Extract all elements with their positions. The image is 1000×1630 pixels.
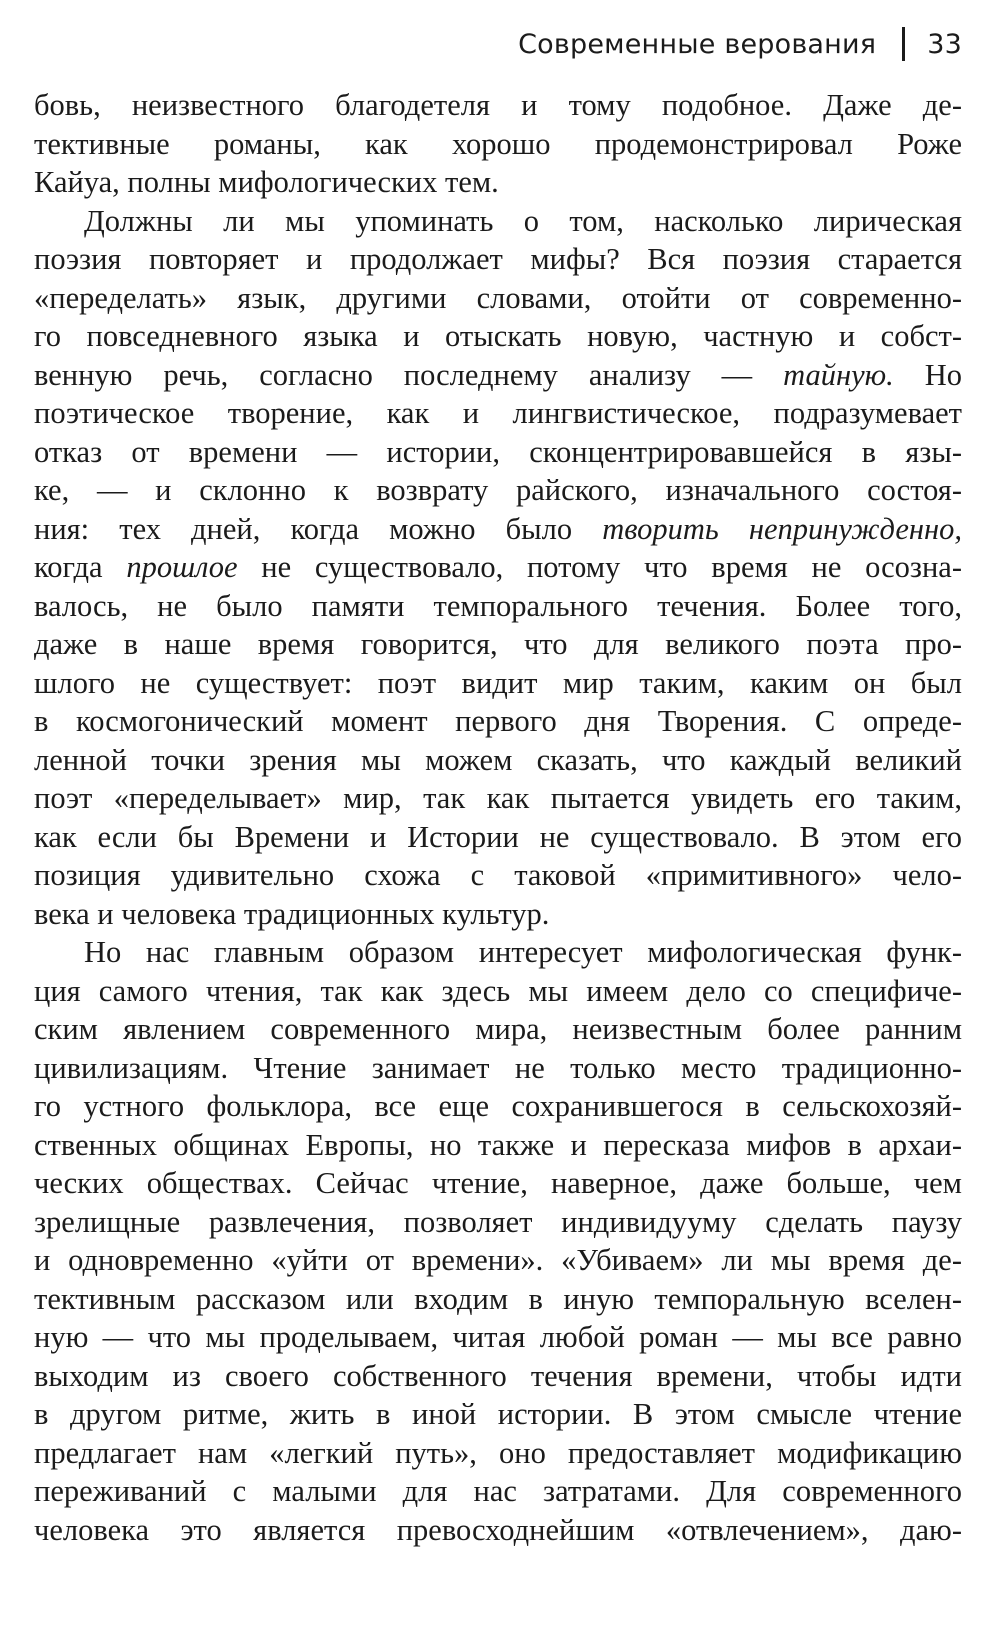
body-text bbox=[34, 86, 962, 1549]
text-line: венную речь, согласно последнему анализу — тайную. Но bbox=[34, 357, 962, 392]
text-line: как если бы Времени и Истории не существовало. В этом его bbox=[34, 819, 962, 854]
text-line: Должны ли мы упоминать о том, насколько лирическая bbox=[84, 203, 962, 238]
text-line: «переделать» язык, другими словами, отойти от современно- bbox=[34, 280, 962, 315]
text-line: валось, не было памяти темпорального течения. Более того, bbox=[34, 588, 962, 623]
text-line: ленной точки зрения мы можем сказать, что каждый великий bbox=[34, 742, 962, 777]
text-line: поэтическое творение, как и лингвистическое, подразумевает bbox=[34, 396, 962, 430]
emphasis-text: прошлое bbox=[126, 550, 238, 584]
paragraph-1 bbox=[34, 86, 962, 202]
text-line: Кайуа, полны мифологических тем. bbox=[34, 165, 499, 199]
text-line: ния: тех дней, когда можно было творить непринужденно, bbox=[34, 511, 962, 546]
text-line: го устного фольклора, все еще сохранившегося в сельскохозяй- bbox=[34, 1089, 962, 1123]
text-line: шлого не существует: поэт видит мир таким, каким он был bbox=[34, 665, 962, 700]
text-line: ческих обществах. Сейчас чтение, наверное, даже больше, чем bbox=[34, 1166, 962, 1200]
text-line: в другом ритме, жить в иной истории. В этом смысле чтение bbox=[34, 1397, 962, 1431]
text-line: зрелищные развлечения, позволяет индивидууму сделать паузу bbox=[34, 1204, 962, 1239]
text-line: когда прошлое не существовало, потому что время не осозна- bbox=[34, 550, 962, 584]
text-line: выходим из своего собственного течения времени, чтобы идти bbox=[34, 1358, 962, 1393]
text-line: ке, — и склонно к возврату райского, изначального состоя- bbox=[34, 473, 962, 507]
text-line: тективные романы, как хорошо продемонстрировал Роже bbox=[34, 126, 962, 161]
text-line: ским явлением современного мира, неизвестным более ранним bbox=[34, 1012, 962, 1046]
page-number: 33 bbox=[927, 28, 962, 60]
text-line: ция самого чтения, так как здесь мы имеем дело со специфиче- bbox=[34, 973, 962, 1008]
running-head bbox=[518, 22, 962, 66]
emphasis-text: тайную. bbox=[783, 357, 894, 392]
text-line: человека это является превосходнейшим «отвлечением», даю- bbox=[34, 1512, 962, 1547]
paragraph-3 bbox=[34, 933, 962, 1549]
running-head-divider bbox=[902, 27, 905, 61]
text-line: го повседневного языка и отыскать новую, частную и собст- bbox=[34, 319, 962, 353]
text-line: предлагает нам «легкий путь», оно предоставляет модификацию bbox=[34, 1435, 962, 1470]
text-line: ственных общинах Европы, но также и пересказа мифов в архаи- bbox=[34, 1127, 962, 1162]
paragraph-2 bbox=[34, 202, 962, 934]
text-line: века и человека традиционных культур. bbox=[34, 896, 550, 931]
text-line: Но нас главным образом интересует мифологическая функ- bbox=[84, 935, 962, 969]
text-line: отказ от времени — истории, сконцентрировавшейся в язы- bbox=[34, 434, 962, 469]
text-line: ную — что мы проделываем, читая любой роман — мы все равно bbox=[34, 1320, 962, 1354]
running-head-title: Современные верования bbox=[518, 28, 877, 60]
text-line: бовь, неизвестного благодетеля и тому подобное. Даже де- bbox=[34, 88, 962, 122]
text-line: цивилизациям. Чтение занимает не только место традиционно- bbox=[34, 1050, 962, 1085]
text-line: переживаний с малыми для нас затратами. Для современного bbox=[34, 1474, 962, 1508]
text-line: поэзия повторяет и продолжает мифы? Вся поэзия старается bbox=[34, 242, 962, 276]
emphasis-text: творить непринужденно, bbox=[602, 511, 962, 546]
text-line: позиция удивительно схожа с таковой «примитивного» чело- bbox=[34, 858, 962, 892]
text-line: поэт «переделывает» мир, так как пытается увидеть его таким, bbox=[34, 781, 962, 815]
text-line: в космогонический момент первого дня Творения. С опреде- bbox=[34, 704, 962, 738]
text-line: даже в наше время говорится, что для великого поэта про- bbox=[34, 627, 962, 661]
text-line: и одновременно «уйти от времени». «Убиваем» ли мы время де- bbox=[34, 1243, 962, 1277]
text-line: тективным рассказом или входим в иную темпоральную вселен- bbox=[34, 1281, 962, 1316]
